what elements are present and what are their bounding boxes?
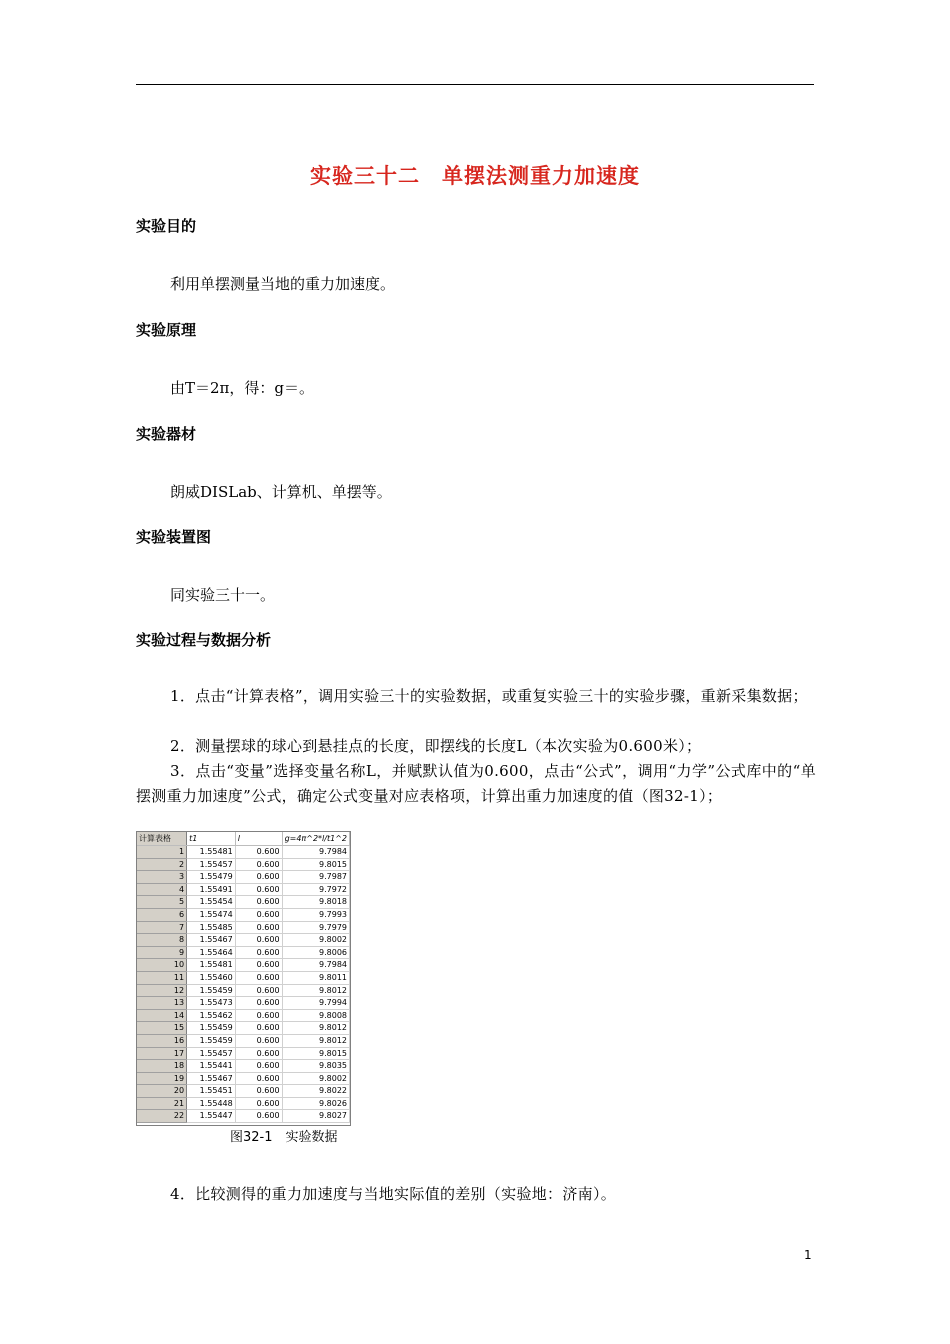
table-row xyxy=(137,946,350,959)
table-cell: 1.55473 xyxy=(187,997,236,1010)
table-cell: 0.600 xyxy=(235,1072,282,1085)
table-row xyxy=(137,1110,350,1123)
row-number-cell: 5 xyxy=(137,896,187,909)
table-cell: 9.8011 xyxy=(282,971,349,984)
table-cell: 0.600 xyxy=(235,883,282,896)
data-table xyxy=(137,832,350,1123)
table-cell: 0.600 xyxy=(235,1110,282,1123)
table-cell: 9.8015 xyxy=(282,1047,349,1060)
table-cell: 9.7987 xyxy=(282,871,349,884)
table-cell: 9.8012 xyxy=(282,984,349,997)
heading-purpose: 实验目的 xyxy=(136,217,197,235)
table-cell: 1.55481 xyxy=(187,846,236,859)
table-row xyxy=(137,959,350,972)
table-row xyxy=(137,997,350,1010)
table-row xyxy=(137,1047,350,1060)
table-row xyxy=(137,971,350,984)
header-rule xyxy=(136,84,814,85)
column-header-l: l xyxy=(235,832,282,846)
table-cell: 9.7993 xyxy=(282,908,349,921)
table-cell: 0.600 xyxy=(235,908,282,921)
table-row xyxy=(137,1022,350,1035)
table-cell: 9.7984 xyxy=(282,959,349,972)
table-cell: 1.55467 xyxy=(187,934,236,947)
table-cell: 0.600 xyxy=(235,1047,282,1060)
table-row xyxy=(137,846,350,859)
row-number-cell: 14 xyxy=(137,1009,187,1022)
table-cell: 1.55459 xyxy=(187,1022,236,1035)
table-cell: 1.55459 xyxy=(187,984,236,997)
step-3: 3．点击“变量”选择变量名称L，并赋默认值为0.600，点击“公式”，调用“力学”公式库中的“单摆测重力加速度”公式，确定公式变量对应表格项，计算出重力加速度的值（图32-1）； xyxy=(136,762,816,805)
table-cell: 0.600 xyxy=(235,1097,282,1110)
row-number-cell: 16 xyxy=(137,1034,187,1047)
table-cell: 1.55441 xyxy=(187,1060,236,1073)
column-header-g: g=4π^2*l/t1^2 xyxy=(282,832,349,846)
row-number-cell: 9 xyxy=(137,946,187,959)
table-cell: 1.55454 xyxy=(187,896,236,909)
table-cell: 0.600 xyxy=(235,959,282,972)
table-row xyxy=(137,934,350,947)
row-number-cell: 12 xyxy=(137,984,187,997)
table-cell: 9.7972 xyxy=(282,883,349,896)
text-purpose: 利用单摆测量当地的重力加速度。 xyxy=(170,275,396,293)
page-number: 1 xyxy=(804,1248,812,1262)
column-header-t1: t1 xyxy=(187,832,236,846)
row-number-cell: 11 xyxy=(137,971,187,984)
table-cell: 9.7984 xyxy=(282,846,349,859)
table-cell: 1.55457 xyxy=(187,858,236,871)
table-cell: 9.7979 xyxy=(282,921,349,934)
document-title: 实验三十二 单摆法测重力加速度 xyxy=(310,164,640,188)
row-number-cell: 1 xyxy=(137,846,187,859)
table-cell: 1.55481 xyxy=(187,959,236,972)
table-cell: 0.600 xyxy=(235,1085,282,1098)
table-row xyxy=(137,1072,350,1085)
heading-process: 实验过程与数据分析 xyxy=(136,631,272,649)
row-number-cell: 13 xyxy=(137,997,187,1010)
table-cell: 0.600 xyxy=(235,946,282,959)
table-row xyxy=(137,1034,350,1047)
row-number-cell: 20 xyxy=(137,1085,187,1098)
table-cell: 0.600 xyxy=(235,971,282,984)
table-cell: 9.8027 xyxy=(282,1110,349,1123)
row-number-cell: 21 xyxy=(137,1097,187,1110)
row-number-cell: 17 xyxy=(137,1047,187,1060)
table-cell: 9.8006 xyxy=(282,946,349,959)
row-number-cell: 4 xyxy=(137,883,187,896)
figure-caption: 图32-1 实验数据 xyxy=(230,1130,338,1145)
table-cell: 9.8012 xyxy=(282,1034,349,1047)
table-cell: 1.55448 xyxy=(187,1097,236,1110)
table-row xyxy=(137,1060,350,1073)
table-row xyxy=(137,1085,350,1098)
table-cell: 1.55491 xyxy=(187,883,236,896)
table-cell: 1.55459 xyxy=(187,1034,236,1047)
row-number-cell: 15 xyxy=(137,1022,187,1035)
text-setup: 同实验三十一。 xyxy=(170,586,276,604)
table-cell: 1.55462 xyxy=(187,1009,236,1022)
table-row xyxy=(137,984,350,997)
table-row xyxy=(137,896,350,909)
table-cell: 9.8035 xyxy=(282,1060,349,1073)
row-number-cell: 8 xyxy=(137,934,187,947)
table-cell: 0.600 xyxy=(235,997,282,1010)
table-cell: 9.8002 xyxy=(282,1072,349,1085)
table-row xyxy=(137,908,350,921)
table-row xyxy=(137,871,350,884)
table-cell: 0.600 xyxy=(235,871,282,884)
row-number-cell: 18 xyxy=(137,1060,187,1073)
table-row xyxy=(137,1097,350,1110)
table-row xyxy=(137,883,350,896)
table-cell: 0.600 xyxy=(235,896,282,909)
table-cell: 9.8008 xyxy=(282,1009,349,1022)
table-corner-header: 计算表格 xyxy=(137,832,187,846)
table-cell: 1.55485 xyxy=(187,921,236,934)
table-cell: 0.600 xyxy=(235,1060,282,1073)
text-principle: 由T＝2π，得：g＝。 xyxy=(170,379,315,397)
heading-setup: 实验装置图 xyxy=(136,528,212,546)
table-row xyxy=(137,921,350,934)
table-cell: 9.8002 xyxy=(282,934,349,947)
table-row xyxy=(137,858,350,871)
data-table-screenshot xyxy=(136,831,351,1126)
text-equipment: 朗威DISLab、计算机、单摆等。 xyxy=(170,483,392,501)
heading-equipment: 实验器材 xyxy=(136,425,197,443)
table-cell: 0.600 xyxy=(235,846,282,859)
table-cell: 0.600 xyxy=(235,1034,282,1047)
table-cell: 0.600 xyxy=(235,1022,282,1035)
table-cell: 0.600 xyxy=(235,934,282,947)
step-4: 4．比较测得的重力加速度与当地实际值的差别（实验地：济南）。 xyxy=(170,1185,617,1203)
table-cell: 1.55451 xyxy=(187,1085,236,1098)
table-cell: 9.8015 xyxy=(282,858,349,871)
table-cell: 1.55467 xyxy=(187,1072,236,1085)
row-number-cell: 19 xyxy=(137,1072,187,1085)
table-cell: 9.8026 xyxy=(282,1097,349,1110)
table-cell: 0.600 xyxy=(235,858,282,871)
table-cell: 9.8018 xyxy=(282,896,349,909)
row-number-cell: 6 xyxy=(137,908,187,921)
row-number-cell: 3 xyxy=(137,871,187,884)
row-number-cell: 7 xyxy=(137,921,187,934)
table-cell: 9.8022 xyxy=(282,1085,349,1098)
table-cell: 0.600 xyxy=(235,921,282,934)
table-row xyxy=(137,1009,350,1022)
table-cell: 1.55460 xyxy=(187,971,236,984)
table-cell: 0.600 xyxy=(235,984,282,997)
step-1: 1．点击“计算表格”，调用实验三十的实验数据，或重复实验三十的实验步骤，重新采集数据； xyxy=(170,687,808,705)
row-number-cell: 10 xyxy=(137,959,187,972)
table-cell: 1.55447 xyxy=(187,1110,236,1123)
table-cell: 1.55479 xyxy=(187,871,236,884)
table-cell: 9.8012 xyxy=(282,1022,349,1035)
table-cell: 1.55474 xyxy=(187,908,236,921)
table-cell: 9.7994 xyxy=(282,997,349,1010)
table-cell: 0.600 xyxy=(235,1009,282,1022)
table-cell: 1.55464 xyxy=(187,946,236,959)
step-2: 2．测量摆球的球心到悬挂点的长度，即摆线的长度L（本次实验为0.600米）； xyxy=(170,737,702,755)
table-header-row xyxy=(137,832,350,846)
row-number-cell: 22 xyxy=(137,1110,187,1123)
table-cell: 1.55457 xyxy=(187,1047,236,1060)
heading-principle: 实验原理 xyxy=(136,321,197,339)
row-number-cell: 2 xyxy=(137,858,187,871)
